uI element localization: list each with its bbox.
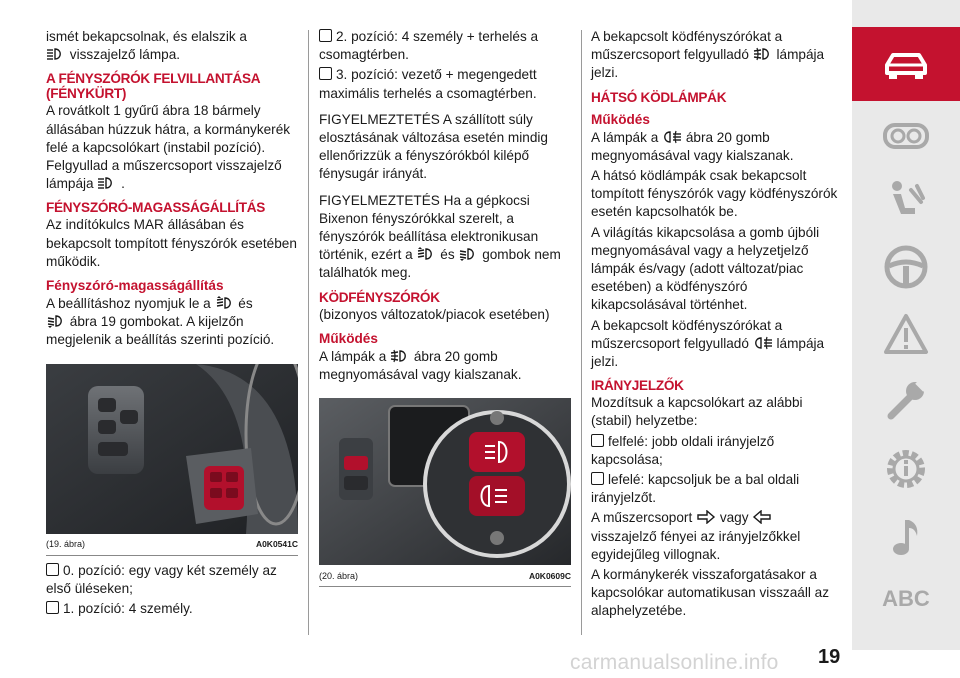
paragraph-turn-signals: Mozdítsuk a kapcsolókart az alábbi (stabil) helyzetbe: bbox=[591, 395, 803, 429]
warning-triangle-icon[interactable] bbox=[881, 310, 931, 360]
front-fog-icon bbox=[390, 349, 410, 363]
figure-20-caption bbox=[319, 565, 571, 587]
checkbox-bullet-icon bbox=[319, 29, 332, 42]
bullet-position-2: 2. pozíció: 4 személy + terhelés a csomagtérben. bbox=[319, 29, 539, 63]
leveling-up-icon bbox=[416, 247, 436, 261]
car-icon[interactable] bbox=[881, 39, 931, 89]
bullet-position-3: 3. pozíció: vezető + megengedett maximális terhelés a csomagtérben. bbox=[319, 67, 537, 101]
paragraph-intro: ismét bekapcsolnak, és elalszik a visszajelző lámpa. bbox=[46, 29, 247, 63]
figure-number: (20. ábra) bbox=[319, 570, 359, 581]
page-number: 19 bbox=[818, 646, 841, 668]
figure-20-photo bbox=[319, 398, 571, 565]
paragraph-headlight-leveling: Az indítókulcs MAR állásában és bekapcsolt tompított fényszórók esetében működik. bbox=[46, 217, 297, 269]
high-beam-icon bbox=[46, 47, 66, 61]
column-divider bbox=[581, 30, 582, 635]
figure-code: A0K0541C bbox=[255, 539, 298, 550]
checkbox-bullet-icon bbox=[46, 601, 59, 614]
checkbox-bullet-icon bbox=[46, 563, 59, 576]
paragraph-fog-indicator: A bekapcsolt ködfényszórókat a műszercsoport felgyulladó lámpája jelzi. bbox=[591, 29, 825, 81]
chapter-sidebar bbox=[852, 0, 960, 650]
column-divider bbox=[308, 30, 309, 635]
column-2 bbox=[319, 28, 571, 593]
column-1 bbox=[46, 28, 298, 620]
paragraph-rear-indicator: A bekapcsolt ködfényszórókat a műszercsoport felgyulladó lámpája jelzi. bbox=[591, 317, 825, 370]
paragraph-fog-optional: (bizonyos változatok/piacok esetében) bbox=[319, 306, 550, 322]
checkbox-bullet-icon bbox=[319, 67, 332, 80]
music-note-icon[interactable] bbox=[881, 512, 931, 562]
figure-code: A0K0609C bbox=[528, 570, 571, 581]
subheading-leveling-adjust: Fényszóró-magasságállítás bbox=[46, 278, 224, 294]
heading-turn-signals: IRÁNYJELZŐK bbox=[591, 378, 684, 394]
rear-fog-icon bbox=[662, 130, 682, 144]
leveling-down-icon bbox=[458, 247, 478, 261]
figure-19-caption bbox=[46, 534, 298, 556]
paragraph-leveling-adjust: A beállításhoz nyomjuk le a és ábra 19 gombokat. A kijelzőn megjelenik a beállítás szerinti pozíció. bbox=[46, 296, 275, 348]
high-beam-icon bbox=[97, 176, 117, 190]
paragraph-headlight-flash: A rovátkolt 1 gyűrű ábra 18 bármely állásában húzzuk hátra, a kormánykerék felé a kapcsolókart (instabil pozíció). Felgyullad a műszercsoport visszajelző lámpája . bbox=[46, 103, 291, 192]
arrow-right-icon bbox=[696, 510, 716, 524]
checkbox-bullet-icon bbox=[591, 472, 604, 485]
bullet-position-1: 1. pozíció: 4 személy. bbox=[46, 600, 298, 618]
bullet-turn-up: felfelé: jobb oldali irányjelző kapcsolása; bbox=[591, 433, 775, 467]
heading-rear-fog: HÁTSÓ KÖDLÁMPÁK bbox=[591, 89, 727, 105]
dashboard-icon[interactable] bbox=[881, 111, 931, 161]
paragraph-cluster-indicators: A műszercsoport vagy visszajelző fényei az irányjelzőkkel egyidejűleg villognak. bbox=[591, 510, 801, 562]
heading-headlight-leveling: FÉNYSZÓRÓ-MAGASSÁGÁLLÍTÁS bbox=[46, 200, 266, 216]
rear-fog-icon bbox=[753, 336, 773, 350]
seat-airbag-icon[interactable] bbox=[881, 176, 931, 226]
paragraph-auto-return: A kormánykerék visszaforgatásakor a kapcsolókar automatikusan visszaáll az alaphelyzetébe. bbox=[591, 567, 830, 619]
paragraph-warning-1: FIGYELMEZTETÉS A szállított súly elosztásának változása esetén mindig ellenőrizzük a fényszórókból kilépő fénysugár irányát. bbox=[319, 111, 548, 182]
heading-fog-lights: KÖDFÉNYSZÓRÓK bbox=[319, 289, 440, 305]
gear-info-icon[interactable] bbox=[881, 444, 931, 494]
paragraph-turn-off: A világítás kikapcsolása a gomb újbóli megnyomásával vagy a helyzetjelző lámpák és/vagy (adott változat/piac esetében) a ködfényszóró kikapcsolásával történhet. bbox=[591, 224, 820, 313]
bullet-turn-down: lefelé: kapcsoljuk be a bal oldali irányjelzőt. bbox=[591, 472, 800, 506]
sidebar-item-abc[interactable]: ABC bbox=[882, 586, 930, 611]
front-fog-icon bbox=[753, 47, 773, 61]
wrench-icon[interactable] bbox=[881, 376, 931, 426]
paragraph-warning-2: FIGYELMEZTETÉS Ha a gépkocsi Bixenon fényszórókkal szerelt, a fényszórók beállítása elektronikusan történik, ezért a és gombok nem találhatók meg. bbox=[319, 192, 561, 281]
paragraph-fog-operation: A lámpák a ábra 20 gomb megnyomásával vagy kialszanak. bbox=[319, 348, 522, 383]
paragraph-rear-operation: A lámpák a ábra 20 gomb megnyomásával vagy kialszanak. bbox=[591, 129, 794, 163]
checkbox-bullet-icon bbox=[591, 434, 604, 447]
paragraph-rear-only: A hátsó ködlámpák csak bekapcsolt tompított fényszórók vagy ködfényszórók esetén kapcsolhatók be. bbox=[591, 168, 838, 220]
leveling-up-icon bbox=[215, 296, 235, 310]
heading-headlight-flash: A FÉNYSZÓRÓK FELVILLANTÁSA (FÉNYKÜRT) bbox=[46, 71, 260, 102]
figure-number: (19. ábra) bbox=[46, 539, 86, 550]
arrow-left-icon bbox=[752, 510, 772, 524]
bullet-position-0: 0. pozíció: egy vagy két személy az első üléseken; bbox=[46, 562, 277, 596]
leveling-down-icon bbox=[46, 314, 66, 328]
column-3 bbox=[591, 28, 841, 623]
figure-19-photo bbox=[46, 364, 298, 534]
steering-wheel-icon[interactable] bbox=[881, 242, 931, 292]
subheading-operation: Működés bbox=[591, 111, 650, 127]
subheading-operation: Működés bbox=[319, 330, 378, 346]
watermark: carmanualsonline.info bbox=[570, 651, 779, 674]
